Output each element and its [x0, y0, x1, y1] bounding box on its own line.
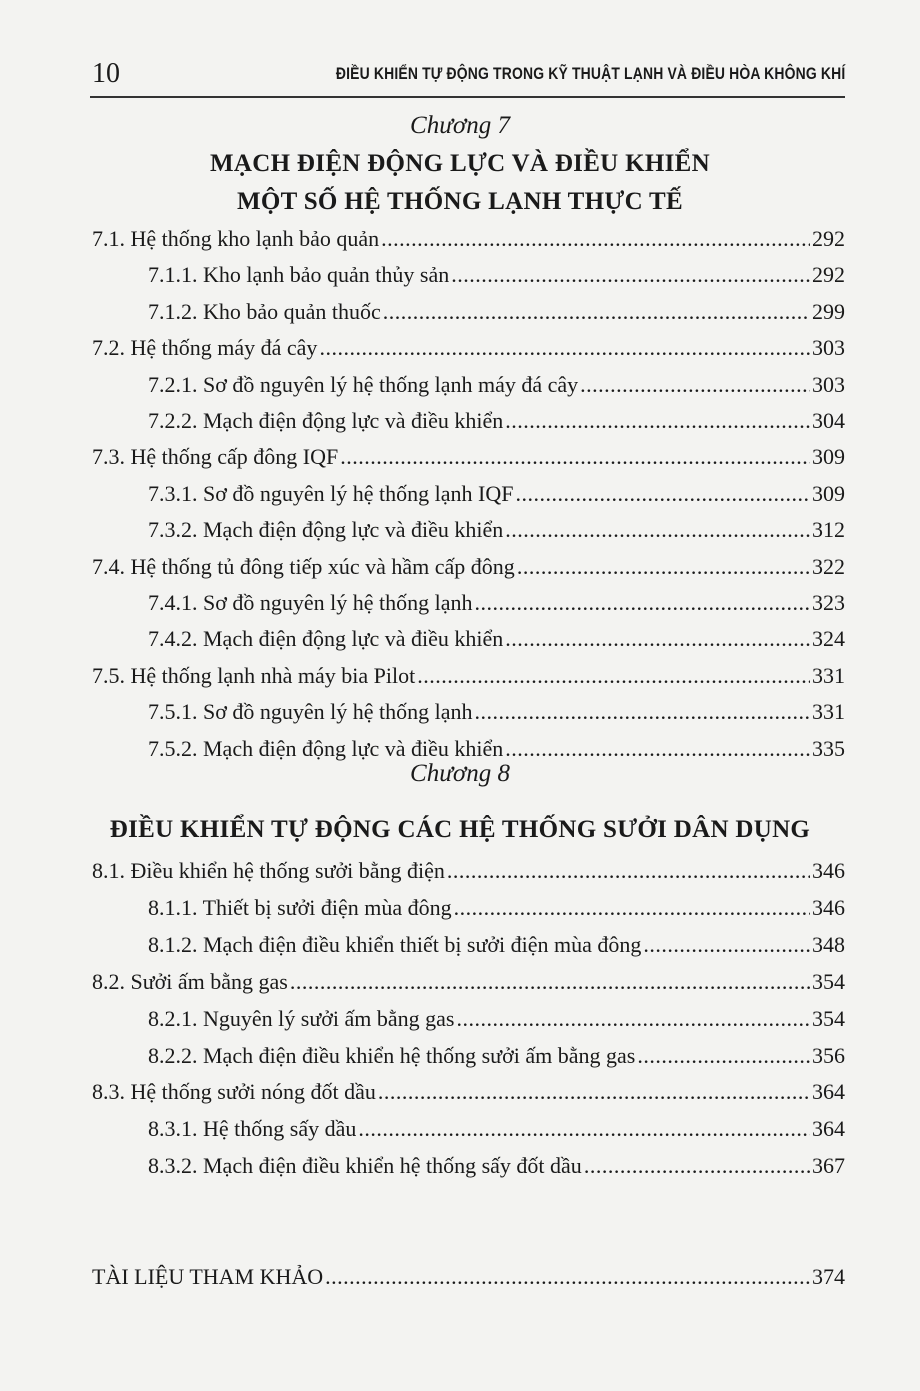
- toc-entry-label: TÀI LIỆU THAM KHẢO: [92, 1264, 324, 1289]
- leader-dots: [580, 372, 810, 398]
- chapter-8-title: ĐIỀU KHIỂN TỰ ĐỘNG CÁC HỆ THỐNG SƯỞI DÂN DỤNG: [109, 816, 811, 843]
- leader-dots: [325, 1264, 810, 1290]
- leader-dots: [456, 1006, 810, 1032]
- leader-dots: [378, 1079, 810, 1105]
- toc-entry-page: 312: [812, 517, 845, 543]
- toc-entry-page: 304: [812, 408, 845, 433]
- running-header: [90, 58, 845, 98]
- toc-entry-label: 8.1.1. Thiết bị sưởi điện mùa đông: [148, 894, 452, 920]
- leader-dots: [383, 299, 810, 325]
- leader-dots: [505, 736, 810, 762]
- toc-entry[interactable]: [148, 1153, 845, 1183]
- toc-entry-page: 354: [812, 968, 845, 994]
- toc-entry-label: 7.1.1. Kho lạnh bảo quản thủy sản: [148, 262, 450, 288]
- leader-dots: [358, 1116, 810, 1142]
- toc-entry-label: 8.2. Sưởi ấm bằng gas: [92, 968, 288, 994]
- toc-entry-page: 322: [812, 553, 845, 579]
- toc-entry-label: 7.3.2. Mạch điện động lực và điều khiển: [148, 517, 504, 543]
- toc-entry-page: 354: [812, 1005, 845, 1031]
- chapter-7-title-line1: MẠCH ĐIỆN ĐỘNG LỰC VÀ ĐIỀU KHIỂN: [210, 150, 710, 177]
- toc-entry[interactable]: [92, 858, 845, 888]
- toc-entry-page: 309: [812, 480, 845, 506]
- toc-entry-page: 374: [812, 1264, 845, 1289]
- toc-entry-page: 348: [812, 931, 845, 957]
- toc-entry[interactable]: [92, 335, 845, 365]
- toc-entry[interactable]: [148, 517, 845, 547]
- toc-entry[interactable]: [92, 969, 845, 999]
- leader-dots: [515, 481, 810, 507]
- toc-entry-label: 8.3. Hệ thống sưởi nóng đốt dầu: [92, 1079, 376, 1105]
- toc-entry[interactable]: [92, 444, 845, 474]
- toc-entry-page: 324: [812, 626, 845, 652]
- toc-entry[interactable]: [148, 372, 845, 402]
- leader-dots: [637, 1043, 810, 1069]
- running-title: ĐIỀU KHIỂN TỰ ĐỘNG TRONG KỸ THUẬT LẠNH VÀ ĐIỀU HÒA KHÔNG KHÍ: [335, 64, 845, 83]
- chapter-8-label: Chương 8: [410, 760, 510, 787]
- toc-entry-label: 7.1. Hệ thống kho lạnh bảo quản: [92, 226, 380, 251]
- toc-entry-label: 8.1.2. Mạch điện điều khiển thiết bị sưởi điện mùa đông: [148, 931, 642, 957]
- toc-entry-page: 309: [812, 444, 845, 470]
- toc-entry[interactable]: [148, 299, 845, 329]
- toc-entry-label: 8.3.1. Hệ thống sấy dầu: [148, 1116, 357, 1142]
- toc-entry[interactable]: [148, 1043, 845, 1073]
- leader-dots: [505, 517, 810, 543]
- toc-entry-label: 7.4.1. Sơ đồ nguyên lý hệ thống lạnh: [148, 590, 473, 615]
- toc-entry[interactable]: [148, 932, 845, 962]
- leader-dots: [475, 699, 811, 725]
- toc-entry[interactable]: [148, 895, 845, 925]
- toc-entry-page: 367: [812, 1153, 845, 1179]
- chapter-7-title-line2: MỘT SỐ HỆ THỐNG LẠNH THỰC TẾ: [237, 188, 683, 215]
- toc-entry[interactable]: [148, 408, 845, 438]
- toc-entry-page: 346: [812, 894, 845, 920]
- toc-entry[interactable]: [92, 663, 845, 693]
- chapter-7-label: Chương 7: [410, 112, 510, 139]
- leader-dots: [447, 858, 810, 884]
- toc-entry-label: 7.5.1. Sơ đồ nguyên lý hệ thống lạnh: [148, 699, 473, 725]
- leader-dots: [505, 408, 810, 434]
- toc-entry[interactable]: [148, 590, 845, 620]
- page-number: 10: [92, 58, 120, 89]
- leader-dots: [451, 262, 810, 288]
- toc-entry-page: 303: [812, 371, 845, 397]
- toc-entry[interactable]: [148, 1006, 845, 1036]
- toc-entry[interactable]: [148, 1116, 845, 1146]
- toc-entry-page: 364: [812, 1079, 845, 1105]
- toc-entry[interactable]: [92, 226, 845, 256]
- leader-dots: [340, 444, 810, 470]
- toc-entry-label: 7.4. Hệ thống tủ đông tiếp xúc và hầm cấp đông: [92, 553, 515, 579]
- toc-entry[interactable]: [148, 626, 845, 656]
- toc-entry-page: 323: [812, 590, 845, 615]
- toc-entry-label: 8.2.1. Nguyên lý sưởi ấm bằng gas: [148, 1005, 455, 1031]
- toc-entry-label: 7.2.1. Sơ đồ nguyên lý hệ thống lạnh máy đá cây: [148, 371, 579, 397]
- toc-entry-label: 7.4.2. Mạch điện động lực và điều khiển: [148, 626, 504, 652]
- leader-dots: [517, 554, 810, 580]
- toc-entry-label: 7.1.2. Kho bảo quản thuốc: [148, 298, 381, 324]
- toc-entry-label: 8.3.2. Mạch điện điều khiển hệ thống sấy đốt dầu: [148, 1153, 582, 1179]
- toc-entry-label: 7.5. Hệ thống lạnh nhà máy bia Pilot: [92, 662, 416, 688]
- toc-entry-label: 7.3. Hệ thống cấp đông IQF: [92, 444, 339, 470]
- toc-entry-page: 299: [812, 298, 845, 324]
- toc-entry-label: 7.2.2. Mạch điện động lực và điều khiển: [148, 408, 504, 433]
- toc-entry-label: 7.5.2. Mạch điện động lực và điều khiển: [148, 735, 504, 761]
- toc-entry-page: 292: [812, 262, 845, 288]
- toc-entry[interactable]: [92, 1079, 845, 1109]
- toc-entry-page: 331: [812, 699, 845, 725]
- toc-entry-label: 7.2. Hệ thống máy đá cây: [92, 335, 318, 361]
- leader-dots: [319, 335, 810, 361]
- toc-entry-page: 292: [812, 226, 845, 251]
- toc-entry-page: 335: [812, 735, 845, 761]
- toc-entry[interactable]: [92, 554, 845, 584]
- toc-entry[interactable]: [148, 699, 845, 729]
- toc-entry-page: 364: [812, 1116, 845, 1142]
- toc-entry[interactable]: [148, 481, 845, 511]
- toc-entry-page: 303: [812, 335, 845, 361]
- leader-dots: [643, 932, 810, 958]
- leader-dots: [475, 590, 811, 616]
- toc-entry-label: 8.2.2. Mạch điện điều khiển hệ thống sưởi ấm bằng gas: [148, 1042, 636, 1068]
- toc-entry-page: 346: [812, 858, 845, 883]
- toc-entry-page: 356: [812, 1042, 845, 1068]
- leader-dots: [505, 626, 810, 652]
- leader-dots: [417, 663, 810, 689]
- leader-dots: [584, 1153, 810, 1179]
- leader-dots: [290, 969, 810, 995]
- toc-entry-label: 7.3.1. Sơ đồ nguyên lý hệ thống lạnh IQF: [148, 480, 514, 506]
- toc-entry-label: 8.1. Điều khiển hệ thống sưởi bằng điện: [92, 858, 445, 883]
- toc-entry-references[interactable]: [92, 1264, 845, 1294]
- leader-dots: [381, 226, 810, 252]
- toc-entry-page: 331: [812, 662, 845, 688]
- leader-dots: [454, 895, 810, 921]
- toc-entry[interactable]: [148, 262, 845, 292]
